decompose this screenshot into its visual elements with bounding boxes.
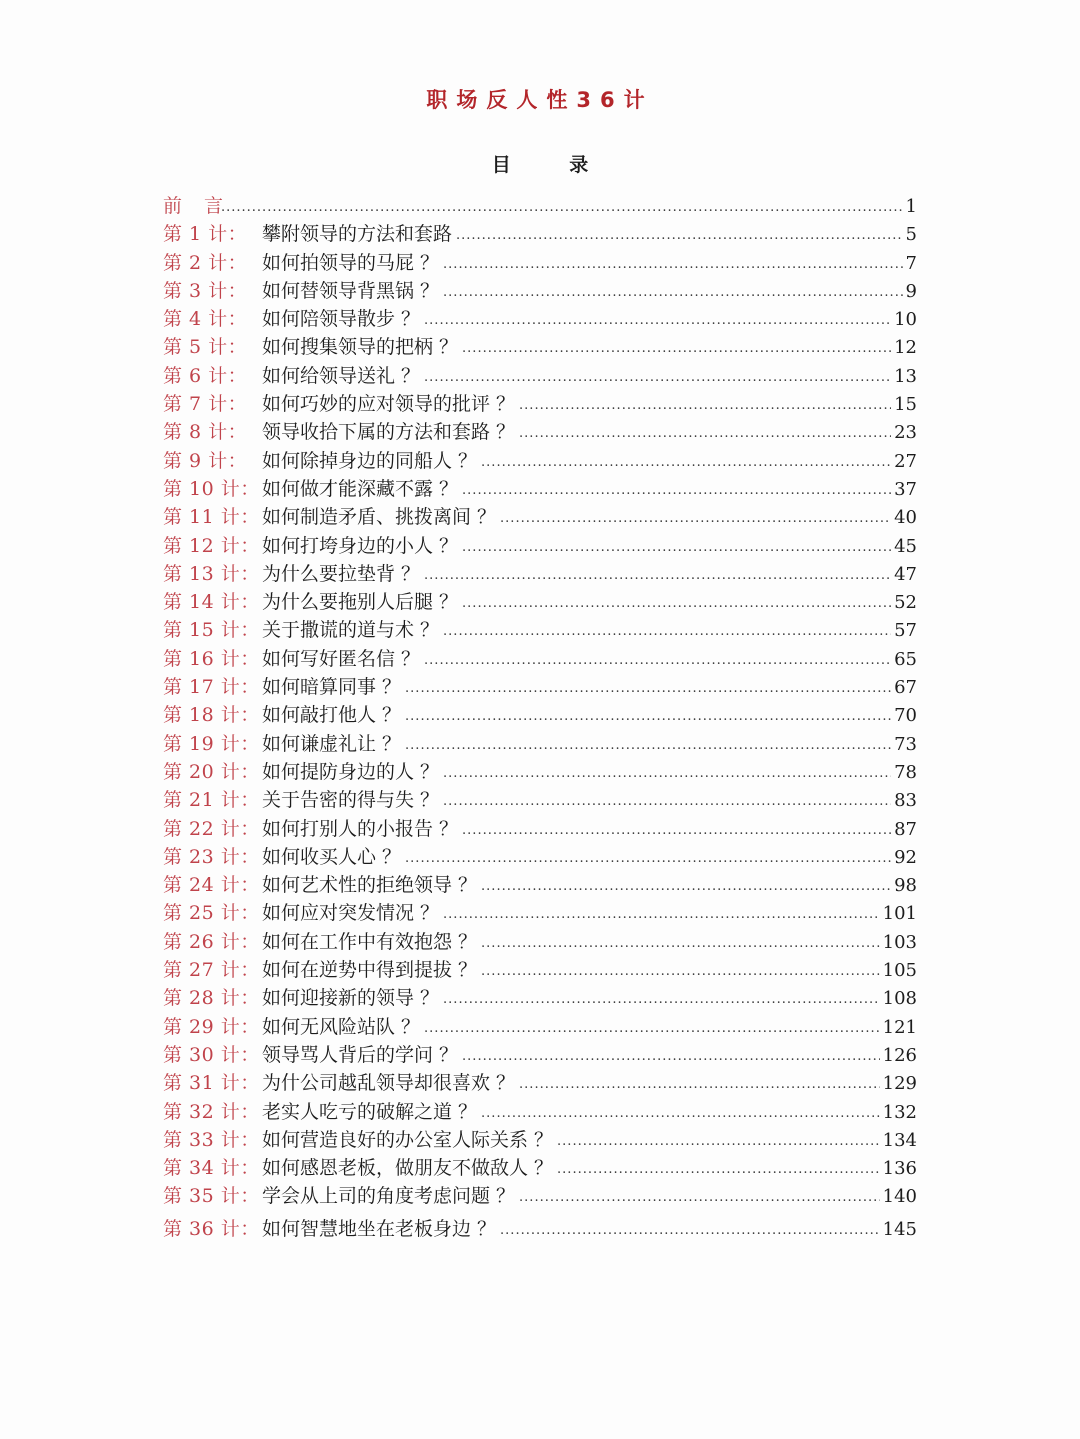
toc-entry-label: 第 20 计：	[163, 760, 260, 783]
toc-entry-label: 第 25 计：	[163, 902, 260, 925]
toc-entry-page-number: 101	[882, 903, 917, 925]
toc-entry-page-number: 140	[882, 1186, 917, 1208]
toc-entry-title: 如何制造矛盾、挑拨离间 ？	[262, 506, 497, 529]
toc-dot-leader	[519, 1184, 880, 1212]
toc-entry-title: 如何拍领导的马屁 ？	[262, 251, 440, 274]
toc-entry[interactable]	[163, 1154, 917, 1182]
toc-entry-page-number: 1	[905, 196, 917, 217]
toc-dot-leader	[405, 703, 891, 731]
toc-entry-label: 第 16 计：	[163, 647, 260, 670]
toc-entry-title: 领导收拾下属的方法和套路 ？	[262, 421, 516, 444]
toc-entry[interactable]	[163, 305, 917, 333]
toc-entry-page-number: 9	[905, 280, 917, 302]
toc-entry-label: 第 10 计：	[163, 477, 260, 500]
toc-entry-page-number: 12	[894, 337, 917, 359]
toc-entry-label: 第 1 计：	[163, 223, 248, 246]
toc-entry-title: 如何在工作中有效抱怨 ？	[262, 930, 478, 953]
toc-dot-leader	[462, 817, 891, 845]
toc-entry-page-number: 40	[894, 507, 917, 529]
toc-entry-label: 第 27 计：	[163, 959, 260, 982]
toc-entry[interactable]	[163, 249, 917, 277]
toc-entry-page-number: 52	[894, 592, 917, 614]
toc-entry[interactable]	[163, 786, 917, 814]
toc-dot-leader	[424, 1015, 880, 1043]
toc-entry-page-number: 7	[905, 252, 917, 274]
toc-entry-page-number: 10	[894, 309, 917, 331]
toc-entry-label: 第 18 计：	[163, 704, 260, 727]
toc-entry-page-number: 47	[894, 563, 917, 585]
toc-entry-title: 如何除掉身边的同船人 ？	[262, 449, 478, 472]
toc-entry-title: 如何营造良好的办公室人际关系 ？	[262, 1128, 554, 1151]
toc-entry-label: 第 22 计：	[163, 817, 260, 840]
toc-entry-title: 如何谦虚礼让 ？	[262, 732, 402, 755]
toc-entry-title: 如何迎接新的领导 ？	[262, 987, 440, 1010]
toc-dot-leader	[443, 279, 903, 307]
toc-entry-title: 如何感恩老板，做朋友不做敌人 ？	[262, 1157, 554, 1180]
toc-entry-label: 第 17 计：	[163, 676, 260, 699]
toc-dot-leader	[519, 420, 891, 448]
toc-entry-page-number: 129	[882, 1073, 917, 1095]
toc-entry-page-number: 92	[894, 846, 917, 868]
toc-entry-title: 如何收买人心 ？	[262, 845, 402, 868]
toc-entry-page-number: 105	[882, 960, 917, 982]
toc-entry-page-number: 108	[882, 988, 917, 1010]
toc-dot-leader	[519, 1071, 880, 1099]
toc-entry[interactable]	[163, 588, 917, 616]
toc-entry[interactable]	[163, 956, 917, 984]
toc-entry-label: 第 2 计：	[163, 251, 248, 274]
toc-entry-label: 第 14 计：	[163, 591, 260, 614]
toc-entry-label: 第 5 计：	[163, 336, 248, 359]
toc-dot-leader	[443, 986, 880, 1014]
toc-entry-label: 第 30 计：	[163, 1043, 260, 1066]
toc-entry-page-number: 57	[894, 620, 917, 642]
toc-entry-title: 如何暗算同事 ？	[262, 676, 402, 699]
toc-entry-title: 如何在逆势中得到提拔 ？	[262, 959, 478, 982]
toc-entry-page-number: 87	[894, 818, 917, 840]
toc-entry-title: 关于告密的得与失 ？	[262, 789, 440, 812]
toc-entry[interactable]	[163, 1182, 917, 1210]
toc-entry-page-number: 145	[882, 1218, 917, 1240]
toc-entry[interactable]	[163, 277, 917, 305]
toc-entry-label: 第 12 计：	[163, 534, 260, 557]
toc-entry-page-number: 126	[882, 1044, 917, 1066]
toc-entry[interactable]	[163, 843, 917, 871]
toc-entry[interactable]	[163, 645, 917, 673]
toc-entry-page-number: 134	[882, 1129, 917, 1151]
toc-entry-page-number: 78	[894, 761, 917, 783]
toc-entry-label: 第 6 计：	[163, 364, 248, 387]
toc-entry-page-number: 13	[894, 365, 917, 387]
toc-entry-page-number: 121	[882, 1016, 917, 1038]
toc-entry-page-number: 136	[882, 1158, 917, 1180]
toc-dot-leader	[519, 392, 891, 420]
toc-entry-title: 老实人吃亏的破解之道 ？	[262, 1100, 478, 1123]
toc-entry-title: 如何巧妙的应对领导的批评 ？	[262, 393, 516, 416]
toc-dot-leader	[405, 845, 891, 873]
toc-entry-page-number: 70	[894, 705, 917, 727]
toc-entry-page-number: 45	[894, 535, 917, 557]
toc-entry[interactable]	[163, 815, 917, 843]
toc-entry[interactable]	[163, 333, 917, 361]
toc-entry-title: 为什公司越乱领导却很喜欢 ？	[262, 1072, 516, 1095]
toc-entry-page-number: 65	[894, 648, 917, 670]
toc-dot-leader	[443, 618, 891, 646]
toc-dot-leader	[557, 1156, 880, 1184]
toc-dot-leader	[462, 335, 891, 363]
toc-dot-leader	[424, 647, 891, 675]
toc-entry-page-number: 132	[882, 1101, 917, 1123]
toc-entry-page-number: 23	[894, 422, 917, 444]
toc-dot-leader	[443, 901, 880, 929]
toc-entry-title: 如何打别人的小报告 ？	[262, 817, 459, 840]
toc-entry-label: 第 21 计：	[163, 789, 260, 812]
toc-entry[interactable]	[163, 928, 917, 956]
toc-entry-label: 第 19 计：	[163, 732, 260, 755]
toc-entry[interactable]	[163, 503, 917, 531]
toc-dot-leader	[481, 930, 880, 958]
toc-dot-leader	[481, 449, 891, 477]
toc-entry-title: 学会从上司的角度考虑问题 ？	[262, 1185, 516, 1208]
document-title: 职场反人性36计	[426, 88, 654, 112]
toc-entry-title: 攀附领导的方法和套路	[262, 223, 453, 246]
toc-entry-page-number: 98	[894, 875, 917, 897]
toc-dot-leader	[443, 251, 903, 279]
toc-dot-leader	[424, 364, 891, 392]
toc-entry-label: 第 36 计：	[163, 1217, 260, 1240]
toc-entry-title: 如何应对突发情况 ？	[262, 902, 440, 925]
toc-entry[interactable]	[163, 362, 917, 390]
toc-entry-title: 关于撒谎的道与术 ？	[262, 619, 440, 642]
toc-entry[interactable]	[163, 532, 917, 560]
toc-entry-label: 第 32 计：	[163, 1100, 260, 1123]
toc-entry-title: 如何搜集领导的把柄 ？	[262, 336, 459, 359]
toc-entry[interactable]	[163, 560, 917, 588]
toc-entry-title: 如何陪领导散步 ？	[262, 308, 421, 331]
toc-entry-label: 第 28 计：	[163, 987, 260, 1010]
toc-entry-title: 如何给领导送礼 ？	[262, 364, 421, 387]
toc-dot-leader	[456, 222, 903, 250]
toc-dot-leader	[500, 1217, 880, 1245]
toc-dot-leader	[462, 590, 891, 618]
toc-dot-leader	[462, 477, 891, 505]
toc-entry-page-number: 37	[894, 478, 917, 500]
toc-entry-label: 第 33 计：	[163, 1128, 260, 1151]
toc-entry[interactable]	[163, 673, 917, 701]
toc-entry[interactable]	[163, 871, 917, 899]
toc-entry[interactable]	[163, 1098, 917, 1126]
toc-dot-leader	[221, 194, 903, 222]
toc-entry[interactable]	[163, 1041, 917, 1069]
toc-dot-leader	[405, 675, 891, 703]
toc-entry-label: 第 11 计：	[163, 506, 260, 529]
toc-entry[interactable]	[163, 701, 917, 729]
toc-entry[interactable]	[163, 447, 917, 475]
toc-entry-page-number: 103	[882, 931, 917, 953]
toc-entry[interactable]	[163, 390, 917, 418]
toc-entry-label: 第 3 计：	[163, 279, 248, 302]
toc-entry[interactable]	[163, 730, 917, 758]
toc-entry-title: 如何替领导背黑锅 ？	[262, 279, 440, 302]
toc-dot-leader	[424, 562, 891, 590]
toc-entry[interactable]	[163, 475, 917, 503]
toc-dot-leader	[481, 958, 880, 986]
toc-entry-title: 如何艺术性的拒绝领导 ？	[262, 874, 478, 897]
toc-entry[interactable]	[163, 1013, 917, 1041]
toc-entry[interactable]	[163, 1215, 917, 1243]
toc-entry[interactable]	[163, 1126, 917, 1154]
toc-entry[interactable]	[163, 418, 917, 446]
toc-entry[interactable]	[163, 899, 917, 927]
toc-dot-leader	[424, 307, 891, 335]
toc-entry-page-number: 5	[905, 224, 917, 246]
toc-entry-page-number: 83	[894, 790, 917, 812]
toc-entry-title: 如何提防身边的人 ？	[262, 760, 440, 783]
toc-entry-label: 第 31 计：	[163, 1072, 260, 1095]
toc-dot-leader	[481, 873, 891, 901]
toc-entry-label: 第 23 计：	[163, 845, 260, 868]
toc-entry-title: 如何做才能深藏不露 ？	[262, 477, 459, 500]
toc-dot-leader	[462, 1043, 880, 1071]
toc-entry-title: 领导骂人背后的学问 ？	[262, 1043, 459, 1066]
toc-entry-label: 前 言	[163, 195, 232, 217]
toc-entry-page-number: 67	[894, 677, 917, 699]
toc-entry-page-number: 15	[894, 394, 917, 416]
toc-entry-title: 为什么要拉垫背 ？	[262, 562, 421, 585]
toc-entry[interactable]	[163, 984, 917, 1012]
toc-entry-title: 如何写好匿名信 ？	[262, 647, 421, 670]
toc-entry-label: 第 13 计：	[163, 562, 260, 585]
toc-entry-title: 如何无风险站队 ？	[262, 1015, 421, 1038]
toc-entry[interactable]	[163, 1069, 917, 1097]
toc-entry-page-number: 73	[894, 733, 917, 755]
toc-entry-preface[interactable]	[163, 192, 917, 220]
toc-entry-label: 第 4 计：	[163, 308, 248, 331]
toc-entry-title: 如何智慧地坐在老板身边 ？	[262, 1217, 497, 1240]
toc-entry-title: 为什么要拖别人后腿 ？	[262, 591, 459, 614]
toc-entry[interactable]	[163, 758, 917, 786]
toc-entry-title: 如何打垮身边的小人 ？	[262, 534, 459, 557]
table-of-contents	[163, 192, 917, 1243]
toc-entry-label: 第 15 计：	[163, 619, 260, 642]
toc-entry[interactable]	[163, 220, 917, 248]
toc-dot-leader	[500, 505, 891, 533]
toc-dot-leader	[443, 788, 891, 816]
toc-entry-label: 第 9 计：	[163, 449, 248, 472]
toc-entry-label: 第 7 计：	[163, 393, 248, 416]
toc-entry-label: 第 24 计：	[163, 874, 260, 897]
toc-entry-label: 第 29 计：	[163, 1015, 260, 1038]
toc-dot-leader	[481, 1100, 880, 1128]
toc-dot-leader	[405, 732, 891, 760]
toc-dot-leader	[443, 760, 891, 788]
toc-entry-label: 第 35 计：	[163, 1185, 260, 1208]
toc-entry-label: 第 26 计：	[163, 930, 260, 953]
toc-entry-title: 如何敲打他人 ？	[262, 704, 402, 727]
toc-entry[interactable]	[163, 616, 917, 644]
toc-entry-page-number: 27	[894, 450, 917, 472]
toc-entry-label: 第 8 计：	[163, 421, 248, 444]
toc-dot-leader	[462, 534, 891, 562]
toc-heading: 目 录	[491, 154, 615, 176]
toc-dot-leader	[557, 1128, 880, 1156]
toc-entry-label: 第 34 计：	[163, 1157, 260, 1180]
